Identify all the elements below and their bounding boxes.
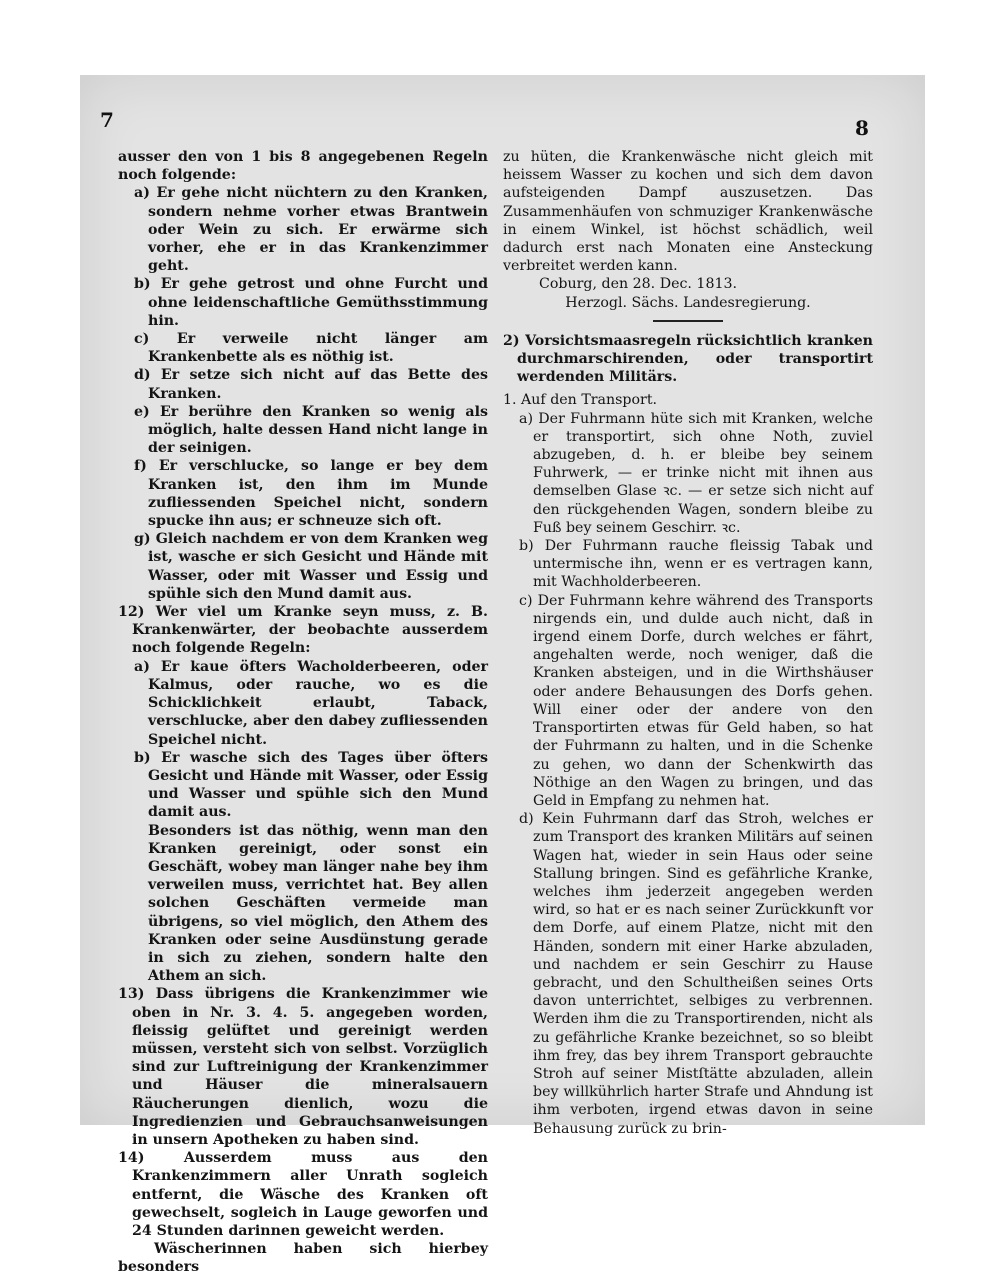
rule-11f: f) Er verschlucke, so lange er bey dem Kranken ist, den ihm im Munde zufliessenden Speichel nicht, sondern spucke ihn aus; er schneuze sich oft. [134,458,488,530]
transport-rule-b: b) Der Fuhrmann rauche fleissig Tabak und untermische ihn, wenn er es vertragen kann, mit Wachholderbeeren. [519,538,873,591]
rule-11b: b) Er gehe getrost und ohne Furcht und ohne leidenschaftliche Gemüthsstimmung hin. [134,276,488,329]
signature-authority: Herzogl. Sächs. Landesregierung. [565,294,811,311]
left-column [118,148,488,1277]
right-column [503,148,873,1138]
rule-14: 14) Ausserdem muss aus den Krankenzimmern aller Unrath sogleich entfernt, die Wäsche des Kranken oft gewechselt, sogleich in Lauge geworfen und 24 Stunden darinnen geweicht werden. [118,1150,488,1239]
rule-12a: a) Er kaue öfters Wacholderbeeren, oder Kalmus, oder rauche, wo es die Schicklichkeit erlaubt, Taback, verschlucke, aber den dabey zufliessenden Speichel nicht. [134,658,488,748]
rule-12b-note: Besonders ist das nöthig, wenn man den Kranken gereinigt, oder sonst ein Geschäft, wobey man länger nahe bey ihm verweilen muss, verrichtet hat. Bey allen solchen Geschäften vermeide man übrigens, so viel möglich, den Athem des Kranken oder seine Ausdünstung gerade in sich zu ziehen, sondern halte den Athem an sich. [148,822,488,985]
right-continuation: zu hüten, die Krankenwäsche nicht gleich mit heissem Wasser zu kochen und sich dem davon aufsteigenden Dampf auszusetzen. Das Zusammenhäufen von schmuziger Krankenwäsche in einem Winkel, ist höchst schädlich, weil dadurch erst nach Monaten eine Ansteckung verbreitet werden kann. [503,149,873,275]
subsection-transport-heading: 1. Auf den Transport. [503,392,658,409]
section-2-heading: 2) Vorsichtsmaasregeln rücksichtlich kranken durchmarschirenden, oder transportirt werdenden Militärs. [503,332,873,386]
rule-12b: b) Er wasche sich des Tages über öfters Gesicht und Hände mit Wasser, oder Essig und Wasser und spühle sich den Mund damit aus. [134,749,488,821]
transport-rule-d: d) Kein Fuhrmann darf das Stroh, welches er zum Transport des kranken Militärs auf seinen Wagen hat, wieder in sein Haus oder seine Stallung bringen. Sind es gefährliche Kranke, welches ihm jederzeit angegeben werden wird, so hat er es nach seiner Zurückkunft vor dem Dorfe, auf einem Platze, nicht mit den Händen, sondern mit einer Harke abzuladen, und nachdem er sein Geschirr zu Hause gebracht, und den Schultheißen seines Orts davon unterrichtet, selbiges zu verbrennen. Werden ihm die zu Transportirenden, nicht als zu gefährliche Kranke bezeichnet, so so bleibt ihm frey, das bey ihrem Transport gebrauchte Stroh auf seiner Mistſtätte abzuladen, allein bey willkührlich harter Strafe und Ahndung ist ihm verboten, irgend etwas davon in seine Behausung zurück zu brin- [519,811,873,1137]
rule-11d: d) Er setze sich nicht auf das Bette des Kranken. [134,367,488,402]
section-divider [653,320,723,322]
page-number-right: 8 [855,116,869,140]
rule-13: 13) Dass übrigens die Krankenzimmer wie oben in Nr. 3. 4. 5. angegeben worden, fleissig gelüftet und gereinigt werden müssen, versteht sich von selbst. Vorzüglich sind zur Luftreinigung der Krankenzimmer und Häuser die mineralsauern Räucherungen dienlich, wozu die Ingredienzien und Gebrauchsanweisungen in unsern Apotheken zu haben sind. [118,986,488,1148]
dateline: Coburg, den 28. Dec. 1813. [539,276,738,293]
rule-11a: a) Er gehe nicht nüchtern zu den Kranken, sondern nehme vorher etwas Brantwein oder Wein zu sich. Er erwärme sich vorher, ehe er in das Krankenzimmer geht. [134,185,488,275]
left-intro: ausser den von 1 bis 8 angegebenen Regeln noch folgende: [118,149,488,184]
rule-12: 12) Wer viel um Kranke seyn muss, z. B. Krankenwärter, der beobachte ausserdem noch folgende Regeln: [118,604,488,657]
transport-rule-a: a) Der Fuhrmann hüte sich mit Kranken, welche er transportirt, sich ohne Noth, zuviel abzugeben, d. h. er bleibe bey seinem Fuhrwerk, — er trinke nicht mit ihnen aus demselben Glase ꝛc. — er setze sich nicht auf den rückgehenden Wagen, sondern bleibe zu Fuß bey seinem Geschirr. ꝛc. [519,410,873,536]
rule-11e: e) Er berühre den Kranken so wenig als möglich, halte dessen Hand nicht lange in der seinigen. [134,403,488,457]
transport-rule-c: c) Der Fuhrmann kehre während des Transports nirgends ein, und dulde auch nicht, daß in irgend einem Dorfe, durch welches er fährt, angehalten werde, noch weniger, daß die Kranken absteigen, und in die Wirthshäuser oder andere Behausungen des Dorfs gehen. Will einer oder der andere von den Transportirten etwas für Geld haben, so hat der Fuhrmann zu halten, und in die Schenke zu gehen, wo dann der Schenkwirth das Nöthige an den Wagen zu bringen, und das Geld in Empfang zu nehmen hat. [519,592,873,809]
page-number-left: 7 [100,108,114,132]
left-closing-line: Wäscherinnen haben sich hierbey besonders [118,1241,488,1276]
rule-11c: c) Er verweile nicht länger am Krankenbette als es nöthig ist. [134,331,488,366]
rule-11g: g) Gleich nachdem er von dem Kranken weg ist, wasche er sich Gesicht und Hände mit Wasser, oder mit Wasser und Essig und spühle sich den Mund damit aus. [134,531,488,602]
